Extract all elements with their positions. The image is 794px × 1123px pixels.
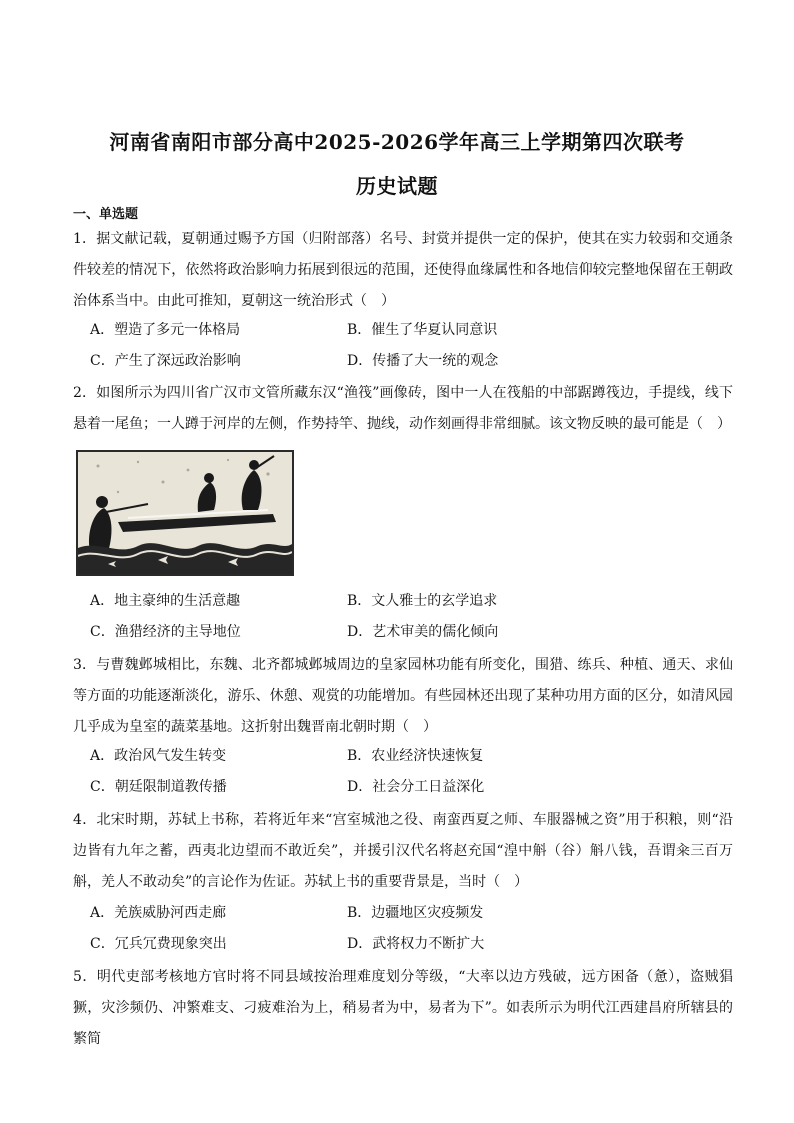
question-4-option-b[interactable]: B．边疆地区灾疫频发 bbox=[347, 905, 484, 921]
question-5-text: 5．明代吏部考核地方官时将不同县域按治理难度划分等级，“大率以边方残破，远方困备（惫），盗贼猖獗，灾沴频仍、冲繁难支、刁疲难治为上，稍易者为中，易者为下”。如表所示为明代江西建昌府所辖县的繁简 bbox=[73, 969, 733, 1047]
question-2-option-a[interactable]: A．地主豪绅的生活意趣 bbox=[90, 593, 241, 609]
question-1-option-d[interactable]: D．传播了大一统的观念 bbox=[347, 353, 499, 369]
section-heading: 一、单选题 bbox=[73, 207, 139, 222]
question-2-text: 2．如图所示为四川省广汉市文管所藏东汉“渔筏”画像砖，图中一人在筏船的中部踞蹲筏边，手提线，线下悬着一尾鱼；一人蹲于河岸的左侧，作势持竿、抛线，动作刻画得非常细腻。该文物反映的最可能是（ ） bbox=[73, 385, 733, 432]
question-2-option-b[interactable]: B．文人雅士的玄学追求 bbox=[347, 593, 498, 609]
question-3-option-a[interactable]: A．政治风气发生转变 bbox=[90, 748, 227, 764]
question-1-option-b[interactable]: B．催生了华夏认同意识 bbox=[347, 322, 498, 338]
question-1-option-c[interactable]: C．产生了深远政治影响 bbox=[90, 353, 241, 369]
question-4-option-c[interactable]: C．冗兵冗费现象突出 bbox=[90, 936, 227, 952]
subject-title: 历史试题 bbox=[356, 174, 438, 198]
question-4-text: 4．北宋时期，苏轼上书称，若将近年来“宫室城池之役、南蛮西夏之师、车服器械之资”用于积粮，则“沿边皆有九年之蓄，西夷北边望而不敢近矣”，并援引汉代名将赵充国“湟中斛（谷）斛八钱，吾谓籴三百万斛，羌人不敢动矣”的言论作为佐证。苏轼上书的重要背景是，当时（ ） bbox=[73, 812, 733, 890]
question-3-text: 3．与曹魏邺城相比，东魏、北齐都城邺城周边的皇家园林功能有所变化，围猎、练兵、种植、通天、求仙等方面的功能逐渐淡化，游乐、休憩、观赏的功能增加。有些园林还出现了某种功用方面的区分，如清风园几乎成为皇室的蔬菜基地。这折射出魏晋南北朝时期（ ） bbox=[73, 657, 733, 735]
question-3-option-d[interactable]: D．社会分工日益深化 bbox=[347, 779, 485, 795]
question-4-option-a[interactable]: A．羌族威胁河西走廊 bbox=[90, 905, 227, 921]
question-2-option-d[interactable]: D．艺术审美的儒化倾向 bbox=[347, 624, 499, 640]
question-3-option-b[interactable]: B．农业经济快速恢复 bbox=[347, 748, 484, 764]
question-1-option-a[interactable]: A．塑造了多元一体格局 bbox=[90, 322, 241, 338]
brick-relief-illustration bbox=[78, 452, 292, 574]
question-1-text: 1．据文献记载，夏朝通过赐予方国（归附部落）名号、封赏并提供一定的保护，使其在实力较弱和交通条件较差的情况下，依然将政治影响力拓展到很远的范围，还使得血缘属性和各地信仰较完整地保留在王朝政治体系当中。由此可推知，夏朝这一统治形式（ ） bbox=[73, 231, 733, 309]
exam-title: 河南省南阳市部分高中2025-2026学年高三上学期第四次联考 bbox=[109, 130, 685, 154]
question-4-option-d[interactable]: D．武将权力不断扩大 bbox=[347, 936, 485, 952]
question-3-option-c[interactable]: C．朝廷限制道教传播 bbox=[90, 779, 227, 795]
question-2-option-c[interactable]: C．渔猎经济的主导地位 bbox=[90, 624, 241, 640]
fishing-raft-brick-image bbox=[76, 450, 294, 576]
